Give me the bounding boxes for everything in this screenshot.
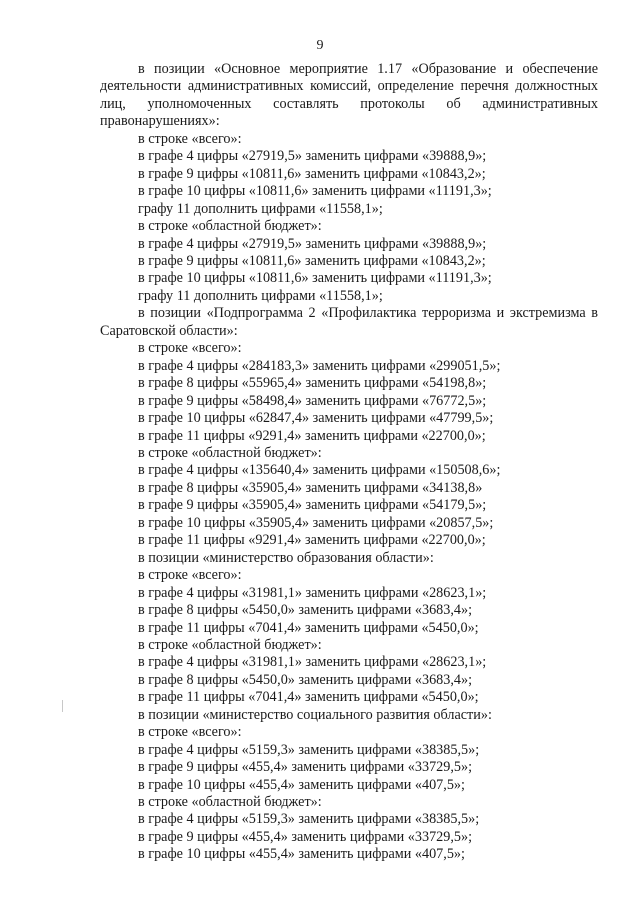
amendment-line: в графе 8 цифры «5450,0» заменить цифрами «3683,4»; (138, 602, 473, 619)
amendment-line: в строке «областной бюджет»: (138, 444, 322, 461)
amendment-line: в графе 11 цифры «7041,4» заменить цифрами «5450,0»; (138, 619, 479, 636)
paragraph: в позиции «Подпрограмма 2 «Профилактика терроризма и экстремизма в Саратовской области»: (100, 305, 598, 339)
amendment-line: в графе 10 цифры «10811,6» заменить цифрами «11191,3»; (138, 270, 492, 287)
amendment-line: в графе 4 цифры «5159,3» заменить цифрами «38385,5»; (138, 811, 480, 828)
amendment-line: в графе 9 цифры «35905,4» заменить цифрами «54179,5»; (138, 497, 487, 514)
amendment-line: в графе 4 цифры «135640,4» заменить цифрами «150508,6»; (138, 462, 501, 479)
amendment-line: графу 11 дополнить цифрами «11558,1»; (138, 287, 383, 304)
amendment-line: в графе 10 цифры «455,4» заменить цифрами «407,5»; (138, 846, 465, 863)
amendment-line: в строке «всего»: (138, 130, 242, 147)
amendment-line: в позиции «министерство образования области»: (138, 549, 434, 566)
amendment-line: в строке «областной бюджет»: (138, 636, 322, 653)
amendment-line: в графе 4 цифры «31981,1» заменить цифрами «28623,1»; (138, 654, 487, 671)
amendment-line: в графе 8 цифры «5450,0» заменить цифрами «3683,4»; (138, 671, 473, 688)
amendment-line: в графе 4 цифры «5159,3» заменить цифрами «38385,5»; (138, 741, 480, 758)
amendment-line: в графе 8 цифры «55965,4» заменить цифрами «54198,8»; (138, 375, 487, 392)
amendment-line: в графе 10 цифры «62847,4» заменить цифрами «47799,5»; (138, 410, 494, 427)
amendment-line: в графе 11 цифры «9291,4» заменить цифрами «22700,0»; (138, 532, 486, 549)
amendment-line: в графе 11 цифры «9291,4» заменить цифрами «22700,0»; (138, 427, 486, 444)
amendment-line: в строке «всего»: (138, 724, 242, 741)
document-body (100, 61, 598, 864)
amendment-line: в строке «всего»: (138, 567, 242, 584)
amendment-line: в графе 10 цифры «10811,6» заменить цифрами «11191,3»; (138, 183, 492, 200)
amendment-line: графу 11 дополнить цифрами «11558,1»; (138, 200, 383, 217)
amendment-line: в графе 11 цифры «7041,4» заменить цифрами «5450,0»; (138, 689, 479, 706)
amendment-line: в строке «областной бюджет»: (138, 794, 322, 811)
page-number: 9 (316, 38, 324, 53)
amendment-line: в позиции «министерство социального развития области»: (138, 706, 492, 723)
amendment-line: в графе 8 цифры «35905,4» заменить цифрами «34138,8» (138, 479, 483, 496)
paragraph: в позиции «Основное мероприятие 1.17 «Образование и обеспечение деятельности административных комиссий, определение перечня должностных лиц, уполномоченных составлять протоколы об административных правонарушениях»: (100, 61, 598, 130)
amendment-line: в графе 9 цифры «10811,6» заменить цифрами «10843,2»; (138, 252, 486, 269)
amendment-line: в графе 4 цифры «31981,1» заменить цифрами «28623,1»; (138, 584, 487, 601)
amendment-line: в графе 9 цифры «455,4» заменить цифрами «33729,5»; (138, 759, 473, 776)
amendment-line: в графе 10 цифры «455,4» заменить цифрами «407,5»; (138, 776, 465, 793)
amendment-line: в графе 9 цифры «58498,4» заменить цифрами «76772,5»; (138, 392, 487, 409)
amendment-line: в строке «всего»: (138, 340, 242, 357)
amendment-line: в графе 9 цифры «455,4» заменить цифрами «33729,5»; (138, 828, 473, 845)
amendment-line: в графе 10 цифры «35905,4» заменить цифрами «20857,5»; (138, 514, 494, 531)
amendment-line: в графе 9 цифры «10811,6» заменить цифрами «10843,2»; (138, 165, 486, 182)
amendment-line: в строке «областной бюджет»: (138, 218, 322, 235)
amendment-line: в графе 4 цифры «27919,5» заменить цифрами «39888,9»; (138, 148, 487, 165)
amendment-line: в графе 4 цифры «284183,3» заменить цифрами «299051,5»; (138, 357, 501, 374)
scan-margin-mark (62, 700, 63, 712)
amendment-line: в графе 4 цифры «27919,5» заменить цифрами «39888,9»; (138, 235, 487, 252)
